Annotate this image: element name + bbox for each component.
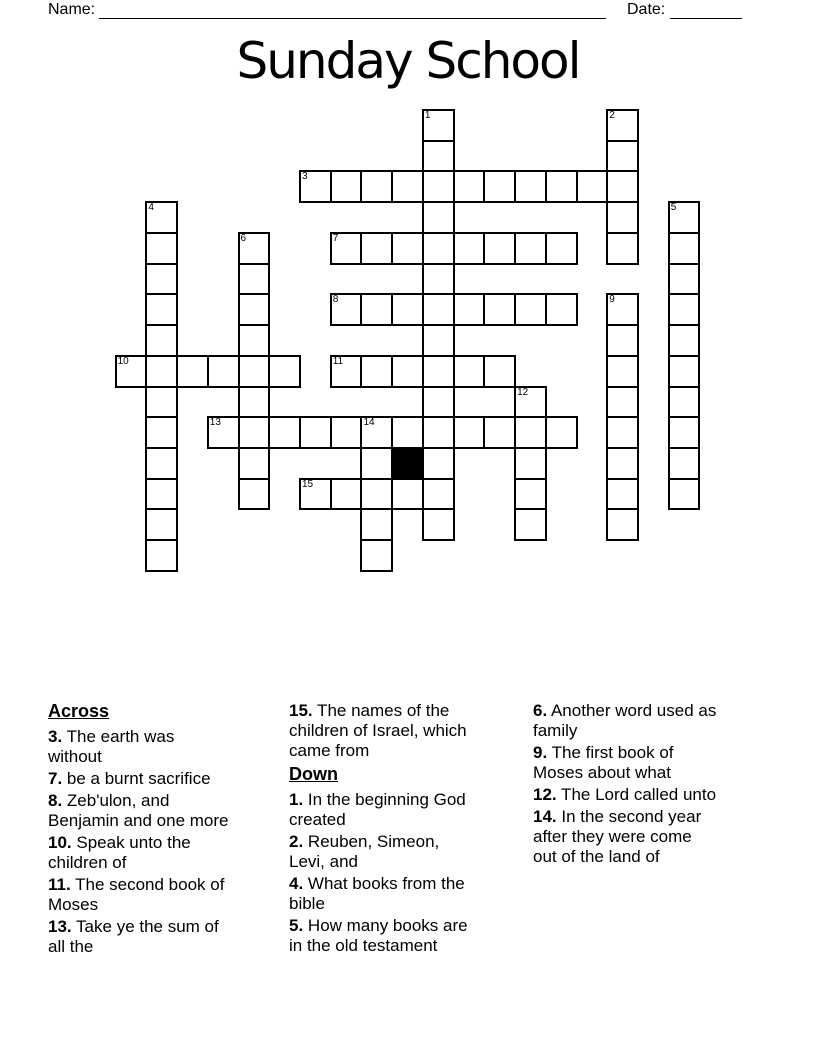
clue-number: 5. [289, 916, 304, 935]
clue-number: 1. [289, 790, 304, 809]
grid-cell[interactable] [422, 478, 455, 511]
grid-cell[interactable] [514, 478, 547, 511]
grid-cell[interactable] [145, 201, 178, 234]
grid-cell[interactable] [360, 478, 393, 511]
cell-number: 7 [332, 232, 339, 244]
grid-cell[interactable] [545, 293, 578, 326]
clue-number: 15. [289, 701, 313, 720]
grid-cell[interactable] [422, 201, 455, 234]
clue-text: The names of the children of Israel, which came from [289, 701, 467, 760]
clue-item [48, 791, 230, 831]
grid-cell[interactable] [145, 539, 178, 572]
grid-cell[interactable] [545, 232, 578, 265]
cell-number: 2 [609, 110, 615, 121]
grid-cell[interactable] [514, 416, 547, 449]
grid-cell[interactable] [668, 386, 701, 419]
grid-cell[interactable] [422, 447, 455, 480]
clue-number: 6. [533, 701, 548, 720]
grid-cell[interactable] [422, 140, 455, 173]
clue-item [289, 701, 476, 761]
clue-item [48, 833, 230, 873]
clue-item [533, 743, 717, 783]
clue-number: 12. [533, 785, 557, 804]
grid-cell[interactable] [606, 140, 639, 173]
name-label: Name: [48, 1, 96, 18]
clue-item [48, 875, 230, 915]
grid-cell[interactable] [514, 170, 547, 203]
clue-number: 14. [533, 807, 557, 826]
black-cell [391, 447, 424, 480]
grid-cell[interactable] [606, 478, 639, 511]
grid-cell[interactable] [606, 232, 639, 265]
grid-cell[interactable] [360, 416, 393, 449]
grid-cell[interactable] [299, 416, 332, 449]
clue-text: Speak unto the children of [48, 833, 191, 872]
grid-cell[interactable] [453, 170, 486, 203]
grid-cell[interactable] [145, 324, 178, 357]
grid-cell[interactable] [360, 170, 393, 203]
grid-cell[interactable] [145, 386, 178, 419]
grid-cell[interactable] [483, 355, 516, 388]
grid-cell[interactable] [268, 355, 301, 388]
clue-text: Another word used as family [533, 701, 717, 740]
grid-cell[interactable] [668, 293, 701, 326]
grid-cell[interactable] [668, 355, 701, 388]
clues-column-1 [48, 701, 230, 959]
grid-cell[interactable] [606, 386, 639, 419]
clue-item [533, 701, 717, 741]
grid-cell[interactable] [422, 324, 455, 357]
grid-cell[interactable] [668, 324, 701, 357]
grid-cell[interactable] [238, 355, 271, 388]
clue-item [289, 832, 476, 872]
grid-cell[interactable] [545, 416, 578, 449]
grid-cell[interactable] [145, 416, 178, 449]
cell-number: 6 [240, 232, 247, 244]
grid-cell[interactable] [391, 355, 424, 388]
clue-number: 3. [48, 727, 63, 746]
grid-cell[interactable] [483, 170, 516, 203]
grid-cell[interactable] [453, 232, 486, 265]
grid-cell[interactable] [453, 416, 486, 449]
grid-cell[interactable] [422, 170, 455, 203]
clue-text: In the second year after they were come out of the land of [533, 807, 702, 866]
clue-text: The first book of Moses about what [533, 743, 674, 782]
grid-cell[interactable] [606, 355, 639, 388]
clue-text: What books from the bible [289, 874, 465, 913]
page-title: Sunday School [236, 32, 580, 90]
grid-cell[interactable] [514, 386, 547, 419]
grid-cell[interactable] [606, 447, 639, 480]
clue-item [48, 769, 230, 789]
clue-number: 2. [289, 832, 304, 851]
grid-cell[interactable] [238, 386, 271, 419]
grid-cell[interactable] [668, 232, 701, 265]
grid-cell[interactable] [207, 355, 240, 388]
grid-cell[interactable] [514, 293, 547, 326]
grid-cell[interactable] [299, 478, 332, 511]
grid-cell[interactable] [268, 416, 301, 449]
grid-cell[interactable] [483, 232, 516, 265]
grid-cell[interactable] [422, 293, 455, 326]
clue-item [48, 917, 230, 957]
clue-number: 4. [289, 874, 304, 893]
grid-cell[interactable] [453, 293, 486, 326]
grid-cell[interactable] [422, 263, 455, 296]
grid-cell[interactable] [207, 416, 240, 449]
clue-text: Zeb'ulon, and Benjamin and one more [48, 791, 229, 830]
grid-cell[interactable] [514, 232, 547, 265]
grid-cell[interactable] [330, 170, 363, 203]
grid-cell[interactable] [606, 170, 639, 203]
clue-item [289, 790, 476, 830]
clue-item [533, 807, 717, 867]
clue-text: How many books are in the old testament [289, 916, 468, 955]
grid-cell[interactable] [453, 355, 486, 388]
grid-cell[interactable] [606, 324, 639, 357]
across-heading: Across [48, 701, 110, 721]
cell-number: 9 [609, 294, 615, 306]
grid-cell[interactable] [668, 201, 701, 234]
grid-cell[interactable] [668, 416, 701, 449]
grid-cell[interactable] [422, 355, 455, 388]
clue-item [533, 785, 717, 805]
clue-item [48, 727, 230, 767]
grid-cell[interactable] [576, 170, 609, 203]
grid-cell[interactable] [422, 232, 455, 265]
grid-cell[interactable] [391, 232, 424, 265]
grid-cell[interactable] [330, 416, 363, 449]
grid-cell[interactable] [238, 232, 271, 265]
grid-cell[interactable] [483, 416, 516, 449]
cell-number: 8 [332, 294, 339, 306]
clues-column-3 [533, 701, 717, 869]
down-heading: Down [289, 764, 338, 784]
clue-item [289, 874, 476, 914]
clue-number: 11. [48, 875, 71, 894]
grid-cell[interactable] [145, 293, 178, 326]
grid-cell[interactable] [330, 232, 363, 265]
grid-cell[interactable] [238, 416, 271, 449]
date-label: Date: [627, 1, 666, 18]
grid-cell[interactable] [422, 386, 455, 419]
grid-cell[interactable] [145, 478, 178, 511]
cell-number: 14 [363, 417, 375, 429]
grid-cell[interactable] [360, 508, 393, 541]
clue-number: 7. [48, 769, 63, 788]
cell-number: 12 [517, 386, 529, 398]
grid-cell[interactable] [514, 508, 547, 541]
grid-cell[interactable] [606, 293, 639, 326]
grid-cell[interactable] [606, 508, 639, 541]
grid-cell[interactable] [360, 355, 393, 388]
grid-cell[interactable] [606, 109, 639, 142]
grid-cell[interactable] [238, 263, 271, 296]
cell-number: 11 [332, 355, 344, 367]
clues-column-2 [289, 701, 476, 958]
grid-cell[interactable] [330, 355, 363, 388]
clue-text: In the beginning God created [289, 790, 466, 829]
grid-cell[interactable] [606, 201, 639, 234]
cell-number: 3 [301, 171, 308, 183]
cell-number: 1 [424, 110, 431, 121]
grid-cell[interactable] [330, 478, 363, 511]
clue-item [289, 916, 476, 956]
grid-cell[interactable] [483, 293, 516, 326]
grid-cell[interactable] [238, 324, 271, 357]
grid-cell[interactable] [145, 232, 178, 265]
grid-cell[interactable] [330, 293, 363, 326]
cell-number: 10 [117, 355, 129, 367]
grid-cell[interactable] [606, 416, 639, 449]
grid-cell[interactable] [145, 447, 178, 480]
grid-cell[interactable] [360, 447, 393, 480]
grid-cell[interactable] [391, 478, 424, 511]
clue-text: The earth was without [48, 727, 175, 766]
grid-cell[interactable] [115, 355, 148, 388]
clue-text: The second book of Moses [48, 875, 225, 914]
grid-cell[interactable] [360, 232, 393, 265]
clue-number: 9. [533, 743, 548, 762]
grid-cell[interactable] [360, 539, 393, 572]
clue-number: 10. [48, 833, 72, 852]
grid-cell[interactable] [422, 508, 455, 541]
grid-cell[interactable] [145, 263, 178, 296]
clue-text: Reuben, Simeon, Levi, and [289, 832, 440, 871]
grid-cell[interactable] [360, 293, 393, 326]
grid-cell[interactable] [422, 416, 455, 449]
grid-cell[interactable] [391, 416, 424, 449]
grid-cell[interactable] [299, 170, 332, 203]
clue-text: be a burnt sacrifice [62, 769, 211, 788]
cell-number: 4 [148, 202, 154, 214]
grid-cell[interactable] [238, 447, 271, 480]
grid-cell[interactable] [668, 263, 701, 296]
clue-number: 8. [48, 791, 63, 810]
cell-number: 5 [670, 202, 677, 214]
clue-text: The Lord called unto [556, 785, 717, 804]
grid-cell[interactable] [545, 170, 578, 203]
grid-cell[interactable] [145, 355, 178, 388]
grid-cell[interactable] [668, 447, 701, 480]
grid-cell[interactable] [238, 478, 271, 511]
cell-number: 13 [209, 417, 221, 429]
grid-cell[interactable] [422, 109, 455, 142]
clue-text: Take ye the sum of all the [48, 917, 219, 956]
grid-cell[interactable] [668, 478, 701, 511]
grid-cell[interactable] [514, 447, 547, 480]
grid-cell[interactable] [176, 355, 209, 388]
clue-number: 13. [48, 917, 72, 936]
grid-cell[interactable] [391, 293, 424, 326]
cell-number: 15 [301, 478, 314, 490]
grid-cell[interactable] [145, 508, 178, 541]
grid-cell[interactable] [238, 293, 271, 326]
grid-cell[interactable] [391, 170, 424, 203]
